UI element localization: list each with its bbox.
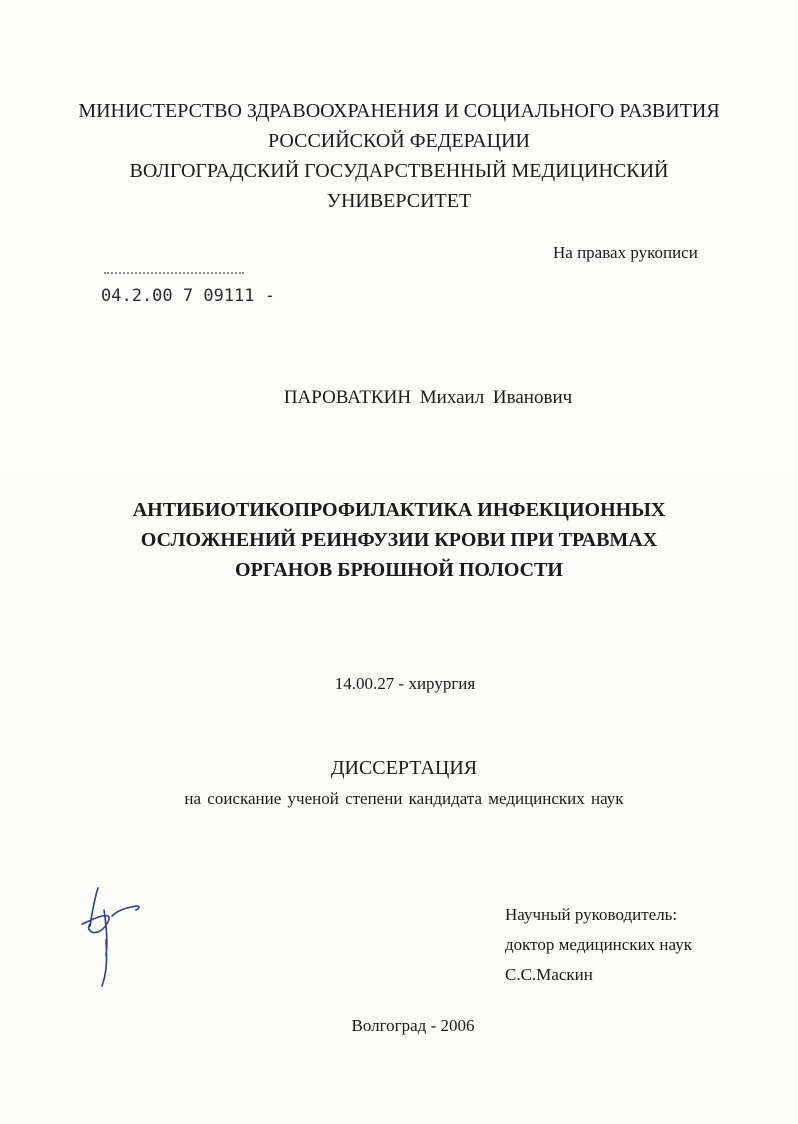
supervisor-degree: доктор медицинских наук <box>505 935 692 954</box>
supervisor-block <box>505 900 692 990</box>
city-year: Волгоград - 2006 <box>351 1016 475 1035</box>
ministry-header <box>0 96 798 216</box>
supervisor-label: Научный руководитель: <box>505 905 678 924</box>
inventory-number: 04.2.00 7 09111 - <box>101 286 275 306</box>
dissertation-type: ДИССЕРТАЦИЯ <box>330 757 478 779</box>
supervisor-name: С.С.Маскин <box>505 965 593 984</box>
dissertation-title <box>0 495 798 585</box>
rights-note: На правах рукописи <box>553 243 698 262</box>
header-line-3: ВОЛГОГРАДСКИЙ ГОСУДАРСТВЕННЫЙ МЕДИЦИНСКИЙ <box>129 160 669 182</box>
title-line-1: АНТИБИОТИКОПРОФИЛАКТИКА ИНФЕКЦИОННЫХ <box>132 499 666 521</box>
specialty-code: 14.00.27 - хирургия <box>334 674 476 693</box>
header-line-2: РОССИЙСКОЙ ФЕДЕРАЦИИ <box>268 130 530 152</box>
handwritten-signature <box>78 880 148 990</box>
title-line-2: ОСЛОЖНЕНИЙ РЕИНФУЗИИ КРОВИ ПРИ ТРАВМАХ <box>140 529 658 551</box>
dissertation-degree: на соискание ученой степени кандидата медицинских наук <box>184 789 624 808</box>
inventory-dotted-line <box>104 272 244 278</box>
title-line-3: ОРГАНОВ БРЮШНОЙ ПОЛОСТИ <box>235 559 563 581</box>
header-line-1: МИНИСТЕРСТВО ЗДРАВООХРАНЕНИЯ И СОЦИАЛЬНОГО РАЗВИТИЯ <box>78 100 720 122</box>
author-name: ПАРОВАТКИН Михаил Иванович <box>283 387 573 408</box>
header-line-4: УНИВЕРСИТЕТ <box>326 190 472 212</box>
